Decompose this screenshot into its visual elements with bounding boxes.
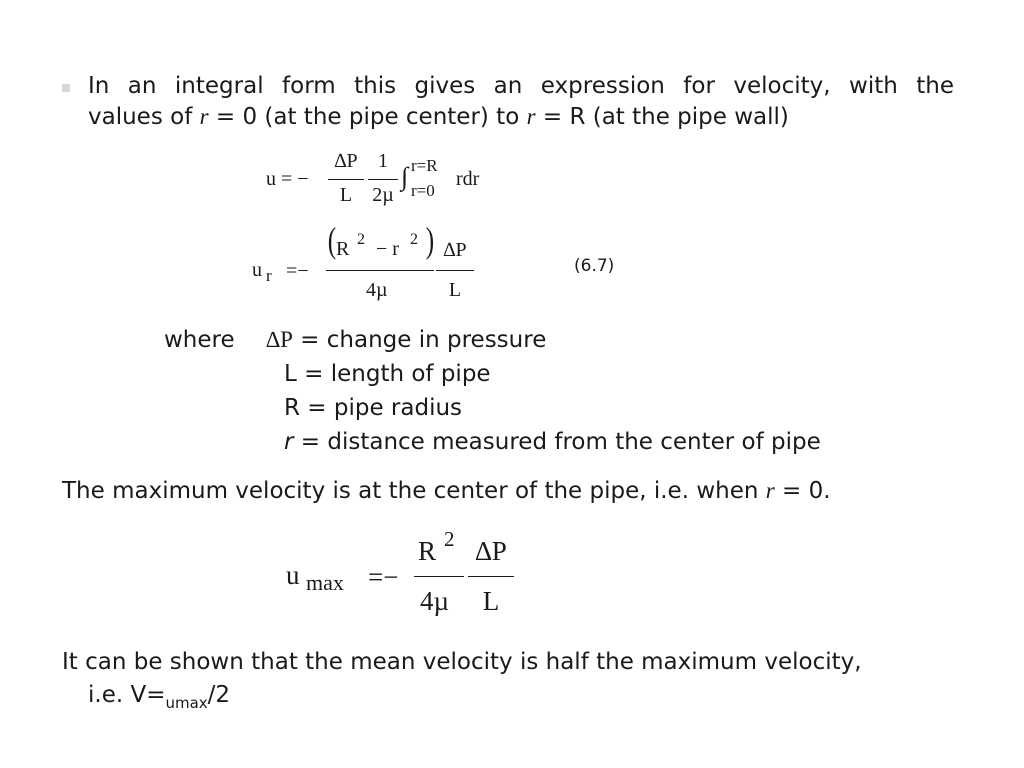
eq2-exponent: 2 bbox=[410, 231, 418, 248]
right-paren: ) bbox=[425, 220, 435, 260]
eq1-lhs: u = − bbox=[266, 168, 309, 190]
eq1-numerator: 1 bbox=[378, 150, 388, 172]
definition-item bbox=[266, 327, 546, 353]
where-label: where bbox=[164, 327, 235, 353]
paragraph-text: The maximum velocity is at the center of the pipe, i.e. when bbox=[62, 478, 766, 504]
eq3-R: R bbox=[418, 536, 437, 566]
eq3-exponent: 2 bbox=[444, 527, 455, 551]
eq1-denominator: L bbox=[339, 184, 353, 206]
integrand: rdr bbox=[456, 168, 480, 190]
eq2-denominator: 4µ bbox=[366, 279, 388, 301]
eq3-u: u bbox=[286, 560, 300, 590]
eq2-denominator: L bbox=[448, 279, 462, 301]
eq1-fraction-pressure bbox=[328, 150, 364, 210]
fraction-bar bbox=[368, 179, 398, 180]
eq3-equals: =− bbox=[368, 562, 399, 592]
eq1-fraction-viscosity bbox=[368, 150, 398, 210]
mean-velocity-line-1: It can be shown that the mean velocity is half the maximum velocity, bbox=[62, 649, 862, 675]
eq2-equals: =− bbox=[286, 260, 309, 282]
integral-upper-limit: r=R bbox=[411, 156, 438, 175]
bullet-line-2 bbox=[88, 104, 789, 130]
integral-lower-limit: r=0 bbox=[411, 181, 435, 200]
fraction-bar bbox=[326, 270, 434, 271]
definition-symbol: ∆P bbox=[266, 327, 293, 352]
bullet-line-1: In an integral form this gives an expression for velocity, with the bbox=[88, 73, 954, 99]
mean-velocity-line-2 bbox=[88, 682, 231, 712]
definition-text: = length of pipe bbox=[296, 361, 491, 387]
fraction-bar bbox=[328, 179, 364, 180]
variable-r: r bbox=[765, 478, 775, 503]
fraction-bar bbox=[414, 576, 464, 577]
definition-symbol: R bbox=[284, 395, 300, 421]
paragraph-text: = 0. bbox=[774, 478, 831, 504]
subscript-umax: umax bbox=[165, 694, 208, 712]
eq1-denominator: 2µ bbox=[372, 184, 394, 206]
bullet-marker bbox=[62, 84, 70, 92]
eq2-R: R bbox=[336, 238, 350, 260]
definition-item bbox=[284, 395, 462, 421]
definition-item bbox=[284, 361, 491, 387]
left-paren: ( bbox=[327, 220, 337, 260]
paragraph-text: /2 bbox=[207, 682, 231, 708]
fraction-bar bbox=[468, 576, 514, 577]
integral-sign: ∫ bbox=[401, 162, 409, 191]
eq2-subscript: r bbox=[266, 266, 272, 285]
eq2-exponent: 2 bbox=[357, 231, 365, 248]
bullet-text: = R (at the pipe wall) bbox=[535, 104, 789, 130]
definition-item bbox=[284, 429, 821, 455]
bullet-text: = 0 (at the pipe center) to bbox=[208, 104, 527, 130]
eq3-subscript: max bbox=[306, 570, 344, 595]
eq1-numerator: ∆P bbox=[334, 150, 358, 172]
eq2-fraction-pressure bbox=[436, 239, 474, 301]
definition-symbol: L bbox=[284, 361, 297, 387]
definition-symbol: r bbox=[284, 429, 294, 455]
definition-text: = pipe radius bbox=[299, 395, 463, 421]
eq2-numerator: ∆P bbox=[443, 239, 467, 261]
eq3-denominator: L bbox=[482, 586, 500, 616]
eq2-minus-r: − r bbox=[376, 238, 399, 260]
fraction-bar bbox=[436, 270, 474, 271]
max-velocity-text bbox=[62, 478, 831, 504]
definition-text: = change in pressure bbox=[292, 327, 547, 353]
variable-r: r bbox=[199, 104, 209, 129]
definition-text: = distance measured from the center of pipe bbox=[293, 429, 821, 455]
eq3-denominator: 4µ bbox=[420, 586, 450, 616]
eq3-numerator: ∆P bbox=[475, 536, 507, 566]
bullet-text: values of bbox=[88, 104, 200, 130]
variable-r: r bbox=[526, 104, 536, 129]
paragraph-text: i.e. V= bbox=[88, 682, 166, 708]
eq3-fraction-pressure bbox=[468, 536, 514, 620]
eq2-u: u bbox=[252, 259, 262, 281]
equation-number: (6.7) bbox=[574, 256, 615, 276]
